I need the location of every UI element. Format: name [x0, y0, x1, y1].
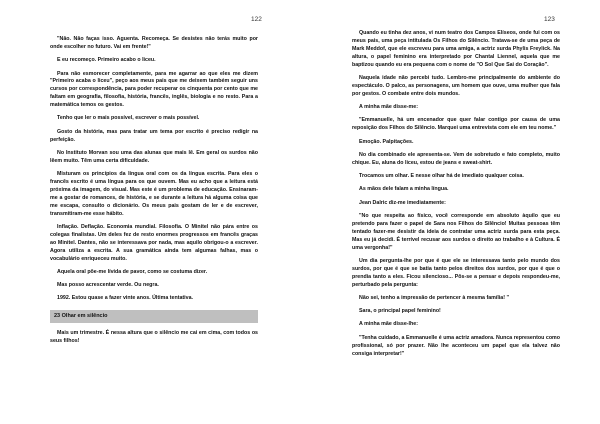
paragraph: "Emmanuelle, há um encenador que quer falar contigo por causa de uma reposição dos Filhos do Silêncio. Marquei uma entrevista com ele em teu nome." — [352, 117, 560, 132]
paragraph: Inflação. Deflação. Economia mundial. Filosofia. O Minitel não pára entre os colegas finalistas. Um deles fez de resto enormes progressos em francês graças ao Minitel. Dantes, não se interessava por nada, mas aquilo obrigou-o a escrever. Agora utiliza a escrita. A sua gramática ainda tem algumas falhas, mas o vocabulário enriqueceu muito. — [50, 223, 258, 262]
paragraph: A minha mãe disse-me: — [359, 104, 418, 111]
right-text-column — [352, 30, 560, 364]
paragraph: "No que respeita ao físico, você corresponde em absoluto àquilo que eu pretendo para fazer o papel de Sara nos Filhos do Silêncio! Muitas pessoas têm tentado fazer-me desistir da ideia de contratar uma actriz surda para esta peça. Mas eu já decidi. É terrível recusar aos surdos o direito ao trabalho e à Cultura. É uma vergonha!" — [352, 212, 560, 251]
paragraph: Tenho que ler o mais possível, escrever o mais possível. — [57, 115, 200, 122]
paragraph: No Instituto Morvan sou uma das alunas que mais lê. Em geral os surdos não lêem muito. Têm uma certa dificuldade. — [50, 149, 258, 164]
paragraph: Para não esmorecer completamente, para me agarrar ao que eles me dizem "Primeiro acaba o liceu", peço aos meus pais que me deixem também seguir uns cursos por correspondência, para poder recuperar os cinquenta por cento que me faltam em geografia, filosofia, história, francês, inglês, biologia e no resto. Para a matemática temos os gestos. — [50, 70, 258, 109]
left-text-column — [50, 36, 258, 351]
paragraph: A minha mãe disse-lhe: — [359, 321, 418, 328]
paragraph: Gosto da história, mas para tratar um tema por escrito é preciso redigir na perfeição. — [50, 128, 258, 143]
paragraph: "Não. Não faças isso. Aguenta. Recomeça. Se desistes não terás muito por onde escolher no futuro. Vai em frente!" — [50, 36, 258, 50]
paragraph: Não sei, tenho a impressão de pertencer à mesma família! " — [359, 294, 509, 301]
paragraph: Emoção. Palpitações. — [359, 138, 414, 145]
paragraph: E eu recomeço. Primeiro acabo o liceu. — [57, 57, 156, 64]
paragraph: Quando eu tinha dez anos, vi num teatro dos Campos Elíseos, onde fui com os meus pais, uma peça intitulada Os Filhos do Silêncio. Tratava-se de uma peça de Mark Meddof, que ele escreveu para uma amiga, a actriz surda Phylis Freylick. Na altura, o papel feminino era interpretado por Chantal Liennel, aquela que me baptizou quando eu era pequena com o nome de "O Sol Que Sai do Coração". — [352, 30, 560, 68]
paragraph: 1992. Estou quase a fazer vinte anos. Última tentativa. — [57, 295, 194, 302]
page-number: 122 — [251, 16, 262, 23]
paragraph: Trocamos um olhar. E nesse olhar há de imediato qualquer coisa. — [359, 173, 524, 180]
paragraph: As mãos dele falam a minha língua. — [359, 186, 449, 193]
paragraph: Aquela oral põe-me lívida de pavor, como se costuma dizer. — [57, 268, 208, 275]
paragraph: "Tenha cuidado, a Emmanuelle é uma actriz amadora. Nunca representou como profissional, só por prazer. Não lhe aconteceu um papel que ela talvez não consiga interpretar!" — [352, 334, 560, 357]
paragraph: Mas posso acrescentar verde. Ou negra. — [57, 282, 159, 289]
paragraph: Um dia pergunta-lhe por que é que ele se interessava tanto pelo mundo dos surdos, por que é que se batia tanto pelos direitos dos surdos, por que é que o prendia tanto a eles. Ficou silencioso... Pôs-se a pensar e depois respondeu-me, perturbado pela pergunta: — [352, 257, 560, 288]
paragraph: Naquela idade não percebi tudo. Lembro-me principalmente do ambiente do espectáculo. O palco, as personagens, um homem que ouve, uma mulher que fala por gestos. O combate entre dois mundos. — [352, 74, 560, 97]
paragraph: Misturam os princípios da língua oral com os da língua escrita. Para eles o francês escrito é uma língua para os que ouvem. Mas eu acho que a leitura está próxima da imagem, do visual. Mas este é um problema de educação. Ensinaram-me a gostar de romances, de história, e se durante a leitura há alguma coisa que me escapa, consulto o dicionário. Os meus pais gostam de ler e de escrever, transmitiram-me esse hábito. — [50, 171, 258, 217]
page-number: 123 — [544, 16, 555, 23]
right-page — [300, 0, 600, 424]
section-heading: 23 Olhar em silêncio — [50, 310, 258, 322]
paragraph: Sara, o principal papel feminino! — [359, 308, 441, 315]
paragraph: Jean Dalric diz-me imediatamente: — [359, 199, 446, 206]
paragraph: Mais um trimestre. É nessa altura que o silêncio me cai em cima, com todos os seus filhos! — [50, 329, 258, 344]
paragraph: No dia combinado ele apresenta-se. Vem de sobretudo e fato completo, muito chique. Eu, aluna do liceu, estou de jeans e sweat-shirt. — [352, 151, 560, 166]
